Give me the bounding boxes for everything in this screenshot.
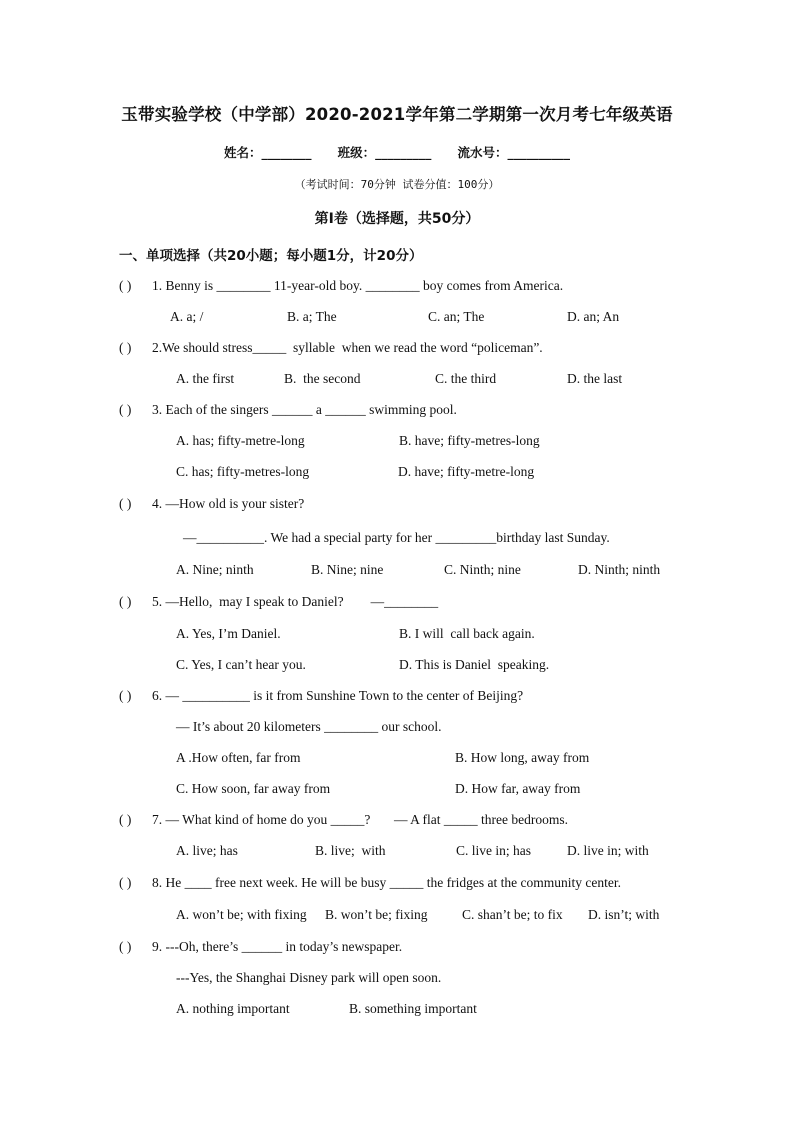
option-b: B. a; The <box>287 309 337 324</box>
name-field[interactable]: 姓名：________ <box>223 145 312 160</box>
serial-number-field[interactable]: 流水号：__________ <box>457 145 571 160</box>
answer-blank[interactable]: ( ) <box>119 688 132 703</box>
question-stem: 4. —How old is your sister? <box>152 496 305 511</box>
option-d: D. How far, away from <box>455 781 581 796</box>
option-c: C. shan’t be; to fix <box>462 907 563 922</box>
answer-blank[interactable]: ( ) <box>119 402 132 417</box>
option-c: C. has; fifty-metres-long <box>176 464 310 479</box>
option-d: D. isn’t; with <box>588 907 660 922</box>
exam-title: 玉带实验学校（中学部）2020-2021学年第二学期第一次月考七年级英语 <box>121 105 673 124</box>
answer-blank[interactable]: ( ) <box>119 939 132 954</box>
option-b: B. Nine; nine <box>311 562 384 577</box>
question-sub-line: —__________. We had a special party for her _________birthday last Sunday. <box>183 530 610 545</box>
option-b: B. something important <box>349 1001 477 1016</box>
option-a: A. live; has <box>176 843 238 858</box>
question-stem: 6. — __________ is it from Sunshine Town to the center of Beijing? <box>152 688 524 703</box>
option-a: A. a; / <box>170 309 204 324</box>
option-b: B. How long, away from <box>455 750 590 765</box>
option-a: A .How often, far from <box>176 750 301 765</box>
answer-blank[interactable]: ( ) <box>119 496 132 511</box>
question-stem: 8. He ____ free next week. He will be busy _____ the fridges at the community center. <box>152 875 621 890</box>
exam-meta: （考试时间：70分钟 试卷分值：100分） <box>294 178 500 191</box>
option-c: C. How soon, far away from <box>176 781 331 796</box>
option-c: C. an; The <box>428 309 485 324</box>
question-stem: 2.We should stress_____ syllable when we read the word “policeman”. <box>152 340 543 355</box>
option-d: D. This is Daniel speaking. <box>399 657 550 672</box>
question-stem: 5. —Hello, may I speak to Daniel? —________ <box>152 594 439 609</box>
part-title: 第Ⅰ卷（选择题，共50分） <box>314 211 480 227</box>
option-c: C. Yes, I can’t hear you. <box>176 657 306 672</box>
answer-blank[interactable]: ( ) <box>119 812 132 827</box>
option-a: A. won’t be; with fixing <box>176 907 307 922</box>
class-field[interactable]: 班级：_________ <box>337 145 432 160</box>
option-d: D. an; An <box>567 309 620 324</box>
question-sub-line: — It’s about 20 kilometers ________ our school. <box>176 719 442 734</box>
option-a: A. has; fifty-metre-long <box>176 433 305 448</box>
answer-blank[interactable]: ( ) <box>119 340 132 355</box>
option-a: A. Nine; ninth <box>176 562 254 577</box>
option-b: B. live; with <box>315 843 386 858</box>
option-b: B. the second <box>284 371 361 386</box>
answer-blank[interactable]: ( ) <box>119 594 132 609</box>
option-a: A. the first <box>176 371 235 386</box>
option-c: C. Ninth; nine <box>444 562 521 577</box>
option-b: B. I will call back again. <box>399 626 535 641</box>
question-stem: 1. Benny is ________ 11-year-old boy. ________ boy comes from America. <box>152 278 564 293</box>
option-d: D. Ninth; ninth <box>578 562 661 577</box>
option-d: D. live in; with <box>567 843 649 858</box>
option-a: A. nothing important <box>176 1001 290 1016</box>
section-title: 一、单项选择（共20小题；每小题1分，计20分） <box>119 248 423 264</box>
question-stem: 7. — What kind of home do you _____? — A flat _____ three bedrooms. <box>152 812 568 827</box>
answer-blank[interactable]: ( ) <box>119 875 132 890</box>
answer-blank[interactable]: ( ) <box>119 278 132 293</box>
option-b: B. won’t be; fixing <box>325 907 428 922</box>
option-b: B. have; fifty-metres-long <box>399 433 540 448</box>
option-c: C. live in; has <box>456 843 531 858</box>
option-c: C. the third <box>435 371 497 386</box>
option-d: D. the last <box>567 371 623 386</box>
question-stem: 3. Each of the singers ______ a ______ swimming pool. <box>152 402 457 417</box>
option-d: D. have; fifty-metre-long <box>398 464 535 479</box>
option-a: A. Yes, I’m Daniel. <box>176 626 281 641</box>
question-stem: 9. ---Oh, there’s ______ in today’s newspaper. <box>152 939 403 954</box>
student-info-line <box>0 143 794 161</box>
question-sub-line: ---Yes, the Shanghai Disney park will open soon. <box>176 970 442 985</box>
